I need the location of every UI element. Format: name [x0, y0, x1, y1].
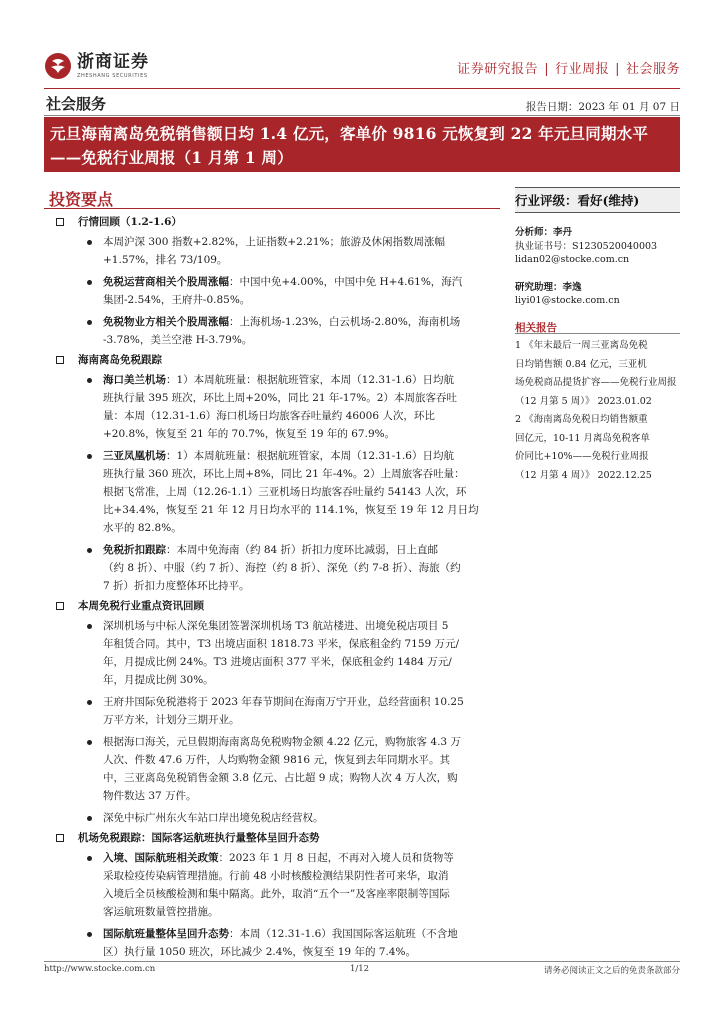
logo-name-cn: 浙商证券 — [77, 52, 149, 72]
subsection-heading-text: 海南离岛免税跟踪 — [78, 354, 162, 366]
bullet-text: 集团-2.54%，王府井-0.85%。 — [103, 294, 251, 306]
related-reports-title: 相关报告 — [515, 322, 557, 334]
bullet-label: 海口美兰机场 — [103, 374, 166, 386]
related-report-line: 场免税商品提货扩容——免税行业周报 — [515, 377, 677, 388]
bullet-line — [103, 671, 500, 689]
bullet-line — [103, 903, 500, 921]
bullet-label: 入境、国际航班相关政策 — [103, 852, 219, 864]
bullet-item — [44, 233, 504, 269]
category-report-type: 证券研究报告 — [457, 62, 539, 77]
bullet-dot-icon — [87, 548, 92, 553]
bullet-line — [103, 751, 500, 769]
checkbox-bullet-icon — [56, 356, 64, 364]
bullet-label: 免税运营商相关个股周涨幅 — [103, 276, 229, 288]
report-categories: 证券研究报告 | 行业周报 | 社会服务 — [457, 62, 680, 77]
bullet-text: 本周沪深 300 指数+2.82%，上证指数+2.21%；旅游及休闲指数周涨幅 — [103, 236, 446, 248]
industry-label: 社会服务 — [46, 95, 107, 113]
bullet-line — [103, 233, 500, 251]
category-weekly: 行业周报 — [555, 62, 610, 77]
bullet-text: 根据海口海关，元旦假期海南离岛免税购物金额 4.22 亿元，购物旅客 4.3 万 — [103, 736, 461, 748]
assistant-name: 李逸 — [562, 281, 582, 293]
bullet-text: ：中国中免+4.00%，中国中免 H+4.61%，海汽 — [229, 276, 463, 288]
bullet-line — [103, 653, 500, 671]
footer-url[interactable]: http://www.stocke.com.cn — [44, 964, 156, 974]
bullet-item — [44, 849, 504, 921]
bullet-dot-icon — [87, 740, 92, 745]
bullet-text: 客运航班数量管控措施。 — [103, 906, 219, 918]
bullet-text: 根据飞常准，上周（12.26-1.1）三亚机场日均旅客吞吐量约 54143 人次，环 — [103, 486, 467, 498]
related-report-line: 2 《海南离岛免税日均销售额重 — [515, 414, 648, 425]
bullet-item — [44, 733, 504, 805]
bullet-text: ：2023 年 1 月 8 日起，不再对入境人员和货物等 — [218, 852, 454, 864]
bullet-line — [103, 559, 500, 577]
bullet-line — [103, 693, 500, 711]
category-industry: 社会服务 — [625, 62, 680, 77]
bullet-text: 量：本周（12.31-1.6）海口机场日均旅客吞吐量约 46006 人次，环比 — [103, 410, 435, 422]
bullet-dot-icon — [87, 932, 92, 937]
analyst-info — [515, 226, 685, 308]
bullet-item — [44, 693, 504, 729]
bullet-label: 国际航班量整体呈回升态势 — [103, 928, 229, 940]
bullet-text: 王府井国际免税港将于 2023 年春节期间在海南万宁开业，总经营面积 10.25 — [103, 696, 464, 708]
bullet-dot-icon — [87, 240, 92, 245]
subsection-heading-text: 行情回顾（1.2-1.6） — [78, 216, 182, 228]
bullet-line — [103, 885, 500, 903]
bullet-item — [44, 925, 504, 961]
logo-name-en: ZHESHANG SECURITIES — [77, 73, 148, 79]
bullet-line — [103, 849, 500, 867]
disclaimer-note: 请务必阅读正文之后的免责条款部分 — [543, 966, 680, 976]
bullet-text: ：上海机场-1.23%，白云机场-2.80%，海南机场 — [229, 316, 461, 328]
bullet-line — [103, 711, 500, 729]
analyst-email[interactable]: lidan02@stocke.com.cn — [515, 254, 630, 265]
bullet-line — [103, 389, 500, 407]
checkbox-bullet-icon — [56, 218, 64, 226]
bullet-line — [103, 425, 500, 443]
bullet-text: 采取检疫传染病管理措施。行前 48 小时核酸检测结果阴性者可来华，取消 — [103, 870, 449, 882]
bullet-text: 年租赁合同。其中，T3 出境店面积 1818.73 平米，保底租金约 7159 万元/ — [103, 638, 460, 650]
related-report-item[interactable] — [515, 337, 680, 411]
bullet-line — [103, 787, 500, 805]
bullet-line — [103, 519, 500, 537]
bullet-dot-icon — [87, 816, 92, 821]
bullet-item — [44, 313, 504, 349]
related-report-line: （12 月第 5 周）》 2023.01.02 — [515, 395, 652, 407]
bullet-text: ：本周中免海南（约 84 折）折扣力度环比减弱，日上直邮 — [166, 544, 439, 556]
bullet-item — [44, 809, 504, 827]
bullet-dot-icon — [87, 280, 92, 285]
section-title: 投资要点 — [49, 190, 114, 209]
bullet-line — [103, 371, 500, 389]
page-number: 1/12 — [350, 964, 370, 974]
bullet-dot-icon — [87, 454, 92, 459]
bullet-label: 免税折扣跟踪 — [103, 544, 166, 556]
related-report-item[interactable] — [515, 411, 680, 485]
subsection-heading — [44, 830, 504, 846]
bullet-line — [103, 541, 500, 559]
bullet-line — [103, 809, 500, 827]
subsection-heading — [44, 352, 504, 368]
footer-divider — [44, 961, 680, 962]
bullet-line — [103, 483, 500, 501]
bullet-text: 万平方米，计划分三期开业。 — [103, 714, 240, 726]
analyst-name: 李丹 — [553, 227, 573, 238]
report-date: 报告日期：2023 年 01 月 07 日 — [525, 101, 680, 113]
header-divider — [44, 88, 680, 89]
bullet-label: 三亚凤凰机场 — [103, 450, 166, 462]
bullet-line — [103, 943, 500, 961]
subsection-heading-text: 本周免税行业重点资讯回顾 — [78, 600, 204, 612]
bullet-line — [103, 291, 500, 309]
bullet-dot-icon — [87, 378, 92, 383]
bullet-dot-icon — [87, 320, 92, 325]
related-report-line: （12 月第 4 周）》 2022.12.25 — [515, 469, 652, 481]
bullet-line — [103, 635, 500, 653]
report-title-line1: 元旦海南离岛免税销售额日均 1.4 亿元，客单价 9816 元恢复到 22 年元旦同期水平 — [50, 124, 649, 143]
bullet-line — [103, 251, 500, 269]
bullet-text: 比+34.4%，恢复至 21 年 12 月日均水平的 114.1%，恢复至 19 年 12 月日均 — [103, 504, 479, 516]
bullet-line — [103, 273, 500, 291]
subsection-heading — [44, 598, 504, 614]
bullet-text: 年，月提成比例 24%。T3 进境店面积 377 平米，保底租金约 1484 万元/ — [103, 656, 452, 668]
bullet-line — [103, 465, 500, 483]
checkbox-bullet-icon — [56, 602, 64, 610]
bullet-text: 物件数达 37 万件。 — [103, 790, 197, 802]
bullet-line — [103, 867, 500, 885]
bullet-line — [103, 617, 500, 635]
bullet-item — [44, 541, 504, 595]
bullet-line — [103, 447, 500, 465]
bullet-text: 年，月提成比例 30%。 — [103, 674, 214, 686]
bullet-dot-icon — [87, 700, 92, 705]
bullet-text: 深圳机场与中标人深免集团签署深圳机场 T3 航站楼进、出境免税店项目 5 — [103, 620, 449, 632]
bullet-line — [103, 577, 500, 595]
bullet-item — [44, 447, 504, 537]
subsection-heading — [44, 214, 504, 230]
checkbox-bullet-icon — [56, 834, 64, 842]
bullet-text: 区）执行量 1050 班次，环比减少 2.4%，恢复至 19 年的 7.4%。 — [103, 946, 416, 958]
bullet-line — [103, 769, 500, 787]
main-content — [44, 212, 504, 961]
bullet-text: +1.57%，排名 73/109。 — [103, 254, 228, 266]
section-divider — [44, 208, 500, 209]
subheader-divider — [44, 115, 680, 116]
bullet-line — [103, 925, 500, 943]
bullet-label: 免税物业方相关个股周涨幅 — [103, 316, 229, 328]
related-report-line: 日均销售额 0.84 亿元，三亚机 — [515, 358, 647, 370]
subsection-heading-text: 机场免税跟踪：国际客运航班执行量整体呈回升态势 — [78, 832, 320, 844]
related-report-line: 1 《年末最后一周三亚离岛免税 — [515, 340, 648, 351]
report-title-line2: ——免税行业周报（1 月第 1 周） — [50, 148, 293, 167]
bullet-text: -3.78%，美兰空港 H-3.79%。 — [103, 334, 253, 346]
bullet-text: 深免中标广州东火车站口岸出境免税店经营权。 — [103, 812, 324, 824]
assistant-label: 研究助理： — [515, 281, 563, 293]
bullet-dot-icon — [87, 624, 92, 629]
bullet-line — [103, 313, 500, 331]
company-logo — [44, 52, 149, 80]
bullet-text: 班执行量 360 班次，环比上周+8%，同比 21 年-4%。2）上周旅客吞吐量： — [103, 468, 465, 480]
related-divider — [515, 333, 680, 334]
related-report-line: 回亿元，10-11 月离岛免税客单 — [515, 432, 650, 444]
logo-icon — [44, 52, 72, 80]
bullet-text: 入境后全员核酸检测和集中隔离。此外，取消“五个一”及客座率限制等国际 — [103, 888, 450, 900]
industry-rating: 行业评级：看好(维持) — [515, 193, 640, 208]
bullet-text: 人次、件数 47.6 万件，人均购物金额 9816 元，恢复到去年同期水平。其 — [103, 754, 450, 766]
bullet-dot-icon — [87, 856, 92, 861]
bullet-text: 7 折）折扣力度整体环比持平。 — [103, 580, 250, 592]
assistant-email[interactable]: liyi01@stocke.com.cn — [515, 295, 620, 306]
bullet-item — [44, 371, 504, 443]
report-title-band — [44, 117, 680, 172]
bullet-text: +20.8%，恢复至 21 年的 70.7%，恢复至 19 年的 67.9%。 — [103, 428, 396, 440]
bullet-item — [44, 617, 504, 689]
bullet-text: ：1）本周航班量：根据航班管家，本周（12.31-1.6）日均航 — [166, 374, 454, 386]
bullet-text: ：1）本周航班量：根据航班管家，本周（12.31-1.6）日均航 — [166, 450, 454, 462]
bullet-line — [103, 733, 500, 751]
bullet-text: 水平的 82.8%。 — [103, 522, 182, 534]
bullet-text: ：本周（12.31-1.6）我国国际客运航班（不含地 — [229, 928, 458, 940]
bullet-text: （约 8 折）、中服（约 7 折）、海控（约 8 折）、深免（约 7-8 折）、海旅（约 — [103, 562, 461, 574]
bullet-text: 中，三亚离岛免税销售金额 3.8 亿元、占比超 9 成；购物人次 4 万人次，购 — [103, 772, 458, 784]
bullet-text: 班执行量 395 班次，环比上周+20%，同比 21 年-17%。2）本周旅客吞吐 — [103, 392, 457, 404]
bullet-line — [103, 331, 500, 349]
bullet-item — [44, 273, 504, 309]
related-reports-list — [515, 337, 680, 485]
analyst-cert: 执业证书号：S1230520040003 — [515, 240, 658, 252]
bullet-line — [103, 407, 500, 425]
related-report-line: 价同比+10%——免税行业周报 — [515, 451, 649, 462]
bullet-line — [103, 501, 500, 519]
analyst-label: 分析师： — [515, 227, 554, 238]
